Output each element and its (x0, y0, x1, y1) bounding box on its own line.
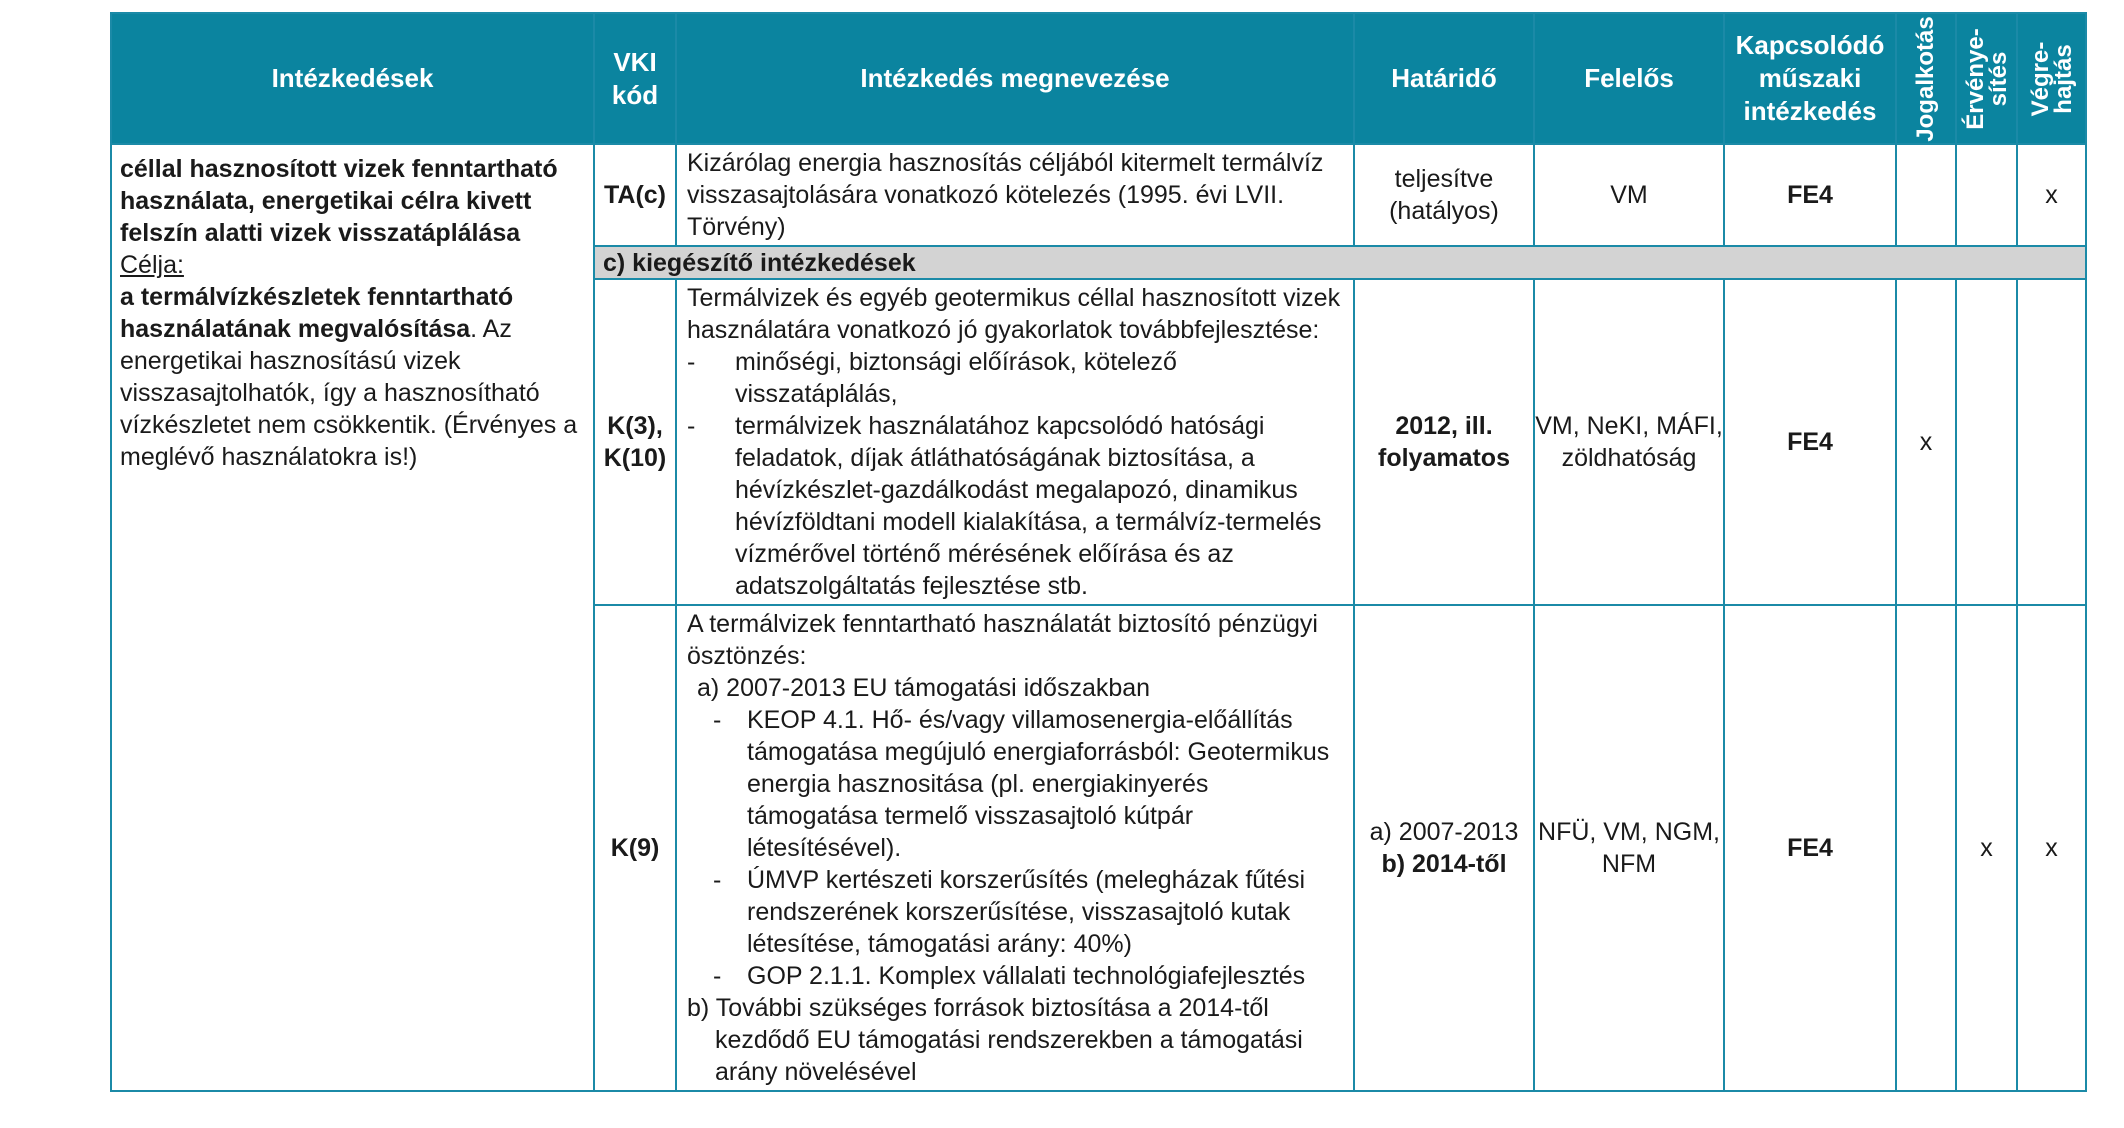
row-execution-mark: x (2017, 605, 2086, 1091)
section-title: c) kiegészítő intézkedések (594, 246, 2086, 279)
header-related-technical-measure: Kapcsolódó műszaki intézkedés (1724, 13, 1896, 144)
row-enforcement-mark (1956, 279, 2017, 605)
header-deadline: Határidő (1354, 13, 1534, 144)
row-measure-name: Kizárólag energia hasznosítás céljából kitermelt termálvíz visszasajtolására vonatkozó kötelezés (1995. évi LVII. Törvény) (676, 144, 1354, 246)
list-item-text: minőségi, biztonsági előírások, kötelező visszatáplálás, (735, 348, 1177, 408)
list-item-text: ÚMVP kertészeti korszerűsítés (melegházak fűtési rendszerének korszerűsítése, visszasajtoló kutak létesítése, támogatási arány: 40%) (747, 866, 1306, 958)
row-related-measure: FE4 (1724, 144, 1896, 246)
list-item: - ÚMVP kertészeti korszerűsítés (melegházak fűtési rendszerének korszerűsítése, visszasajtoló kutak létesítése, támogatási arány: 40%) (687, 864, 1343, 960)
row-measure-intro: A termálvizek fenntartható használatát biztosító pénzügyi ösztönzés: (687, 610, 1318, 670)
row-code: TA(c) (594, 144, 676, 246)
header-legislation-label: Jogalkotás (1912, 15, 1939, 142)
row-execution-mark (2017, 279, 2086, 605)
measure-goal-label: Célja: (120, 251, 184, 279)
header-vki-code: VKI kód (594, 13, 676, 144)
header-enforcement-label: Érvénye- sítés (1961, 27, 2012, 130)
row-legislation-mark (1896, 144, 1956, 246)
header-execution (2017, 13, 2086, 144)
measure-group-cell (111, 144, 594, 1091)
header-measures: Intézkedések (111, 13, 594, 144)
row-code: K(9) (594, 605, 676, 1091)
list-item: - GOP 2.1.1. Komplex vállalati technológiafejlesztés (713, 962, 1306, 990)
list-item-text: GOP 2.1.1. Komplex vállalati technológiafejlesztés (747, 962, 1306, 990)
row-deadline (1354, 605, 1534, 1091)
row-execution-mark: x (2017, 144, 2086, 246)
row-deadline: 2012, ill. folyamatos (1354, 279, 1534, 605)
header-legislation (1896, 13, 1956, 144)
measure-goal-text: . Az energetikai hasznosítású vizek visszasajtolhatók, így a hasznosítható vízkészletet nem csökkentik. (Érvényes a meglévő használatokra is!) (120, 315, 578, 471)
row-responsible: VM (1534, 144, 1724, 246)
row-legislation-mark (1896, 605, 1956, 1091)
header-enforcement (1956, 13, 2017, 144)
row-measure-name (676, 279, 1354, 605)
row-enforcement-mark: x (1956, 605, 2017, 1091)
header-measure-name: Intézkedés megnevezése (676, 13, 1354, 144)
deadline-a: a) 2007-2013 (1369, 818, 1519, 846)
subsection-b: b) További szükséges források biztosítása a 2014-től kezdődő EU támogatási rendszerekben a támogatási arány növelésével (687, 994, 1303, 1086)
row-responsible: NFÜ, VM, NGM, NFM (1534, 605, 1724, 1091)
subsection-a: a) 2007-2013 EU támogatási időszakban (697, 674, 1151, 702)
row-deadline: teljesítve (hatályos) (1354, 144, 1534, 246)
row-related-measure: FE4 (1724, 605, 1896, 1091)
row-legislation-mark: x (1896, 279, 1956, 605)
measure-group-lead: céllal hasznosított vizek fenntartható használata, energetikai célra kivett felszín alatti vizek visszatáplálása (120, 155, 558, 247)
table-row (111, 144, 2086, 246)
header-responsible: Felelős (1534, 13, 1724, 144)
list-item: - minőségi, biztonsági előírások, kötelező visszatáplálás, (687, 346, 1343, 410)
measure-goal-bold: a termálvízkészletek fenntartható használatának megvalósítása (120, 283, 514, 343)
row-code: K(3), K(10) (594, 279, 676, 605)
row-measure-name (676, 605, 1354, 1091)
row-enforcement-mark (1956, 144, 2017, 246)
measures-table (110, 12, 2087, 1092)
deadline-b: b) 2014-től (1381, 850, 1507, 878)
row-related-measure: FE4 (1724, 279, 1896, 605)
row-measure-intro: Termálvizek és egyéb geotermikus céllal hasznosított vizek használatára vonatkozó jó gyakorlatok továbbfejlesztése: (687, 284, 1341, 344)
list-item-text: KEOP 4.1. Hő- és/vagy villamosenergia-előállítás támogatása megújuló energiaforrásból: Geotermikus energia hasznositása (pl. energiakinyerés támogatása termelő visszasajtoló kútpár létesítésével). (747, 706, 1330, 862)
list-item: - termálvizek használatához kapcsolódó hatósági feladatok, díjak átláthatóságának biztosítása, a hévízkészlet-gazdálkodást megalapozó, dinamikus hévízföldtani modell kialakítása, a termálvíz-termelés vízmérővel történő mérésének előírása és az adatszolgáltatás fejlesztése stb. (687, 410, 1343, 602)
list-item-text: termálvizek használatához kapcsolódó hatósági feladatok, díjak átláthatóságának biztosítása, a hévízkészlet-gazdálkodást megalapozó, dinamikus hévízföldtani modell kialakítása, a termálvíz-termelés vízmérővel történő mérésének előírása és az adatszolgáltatás fejlesztése stb. (735, 412, 1322, 600)
table-header-row (111, 13, 2086, 144)
header-execution-label: Végre- hajtás (2026, 41, 2077, 116)
row-responsible: VM, NeKI, MÁFI, zöldhatóság (1534, 279, 1724, 605)
list-item: - KEOP 4.1. Hő- és/vagy villamosenergia-előállítás támogatása megújuló energiaforrásból: Geotermikus energia hasznositása (pl. energiakinyerés támogatása termelő visszasajtoló kútpár létesítésével). (687, 704, 1343, 864)
